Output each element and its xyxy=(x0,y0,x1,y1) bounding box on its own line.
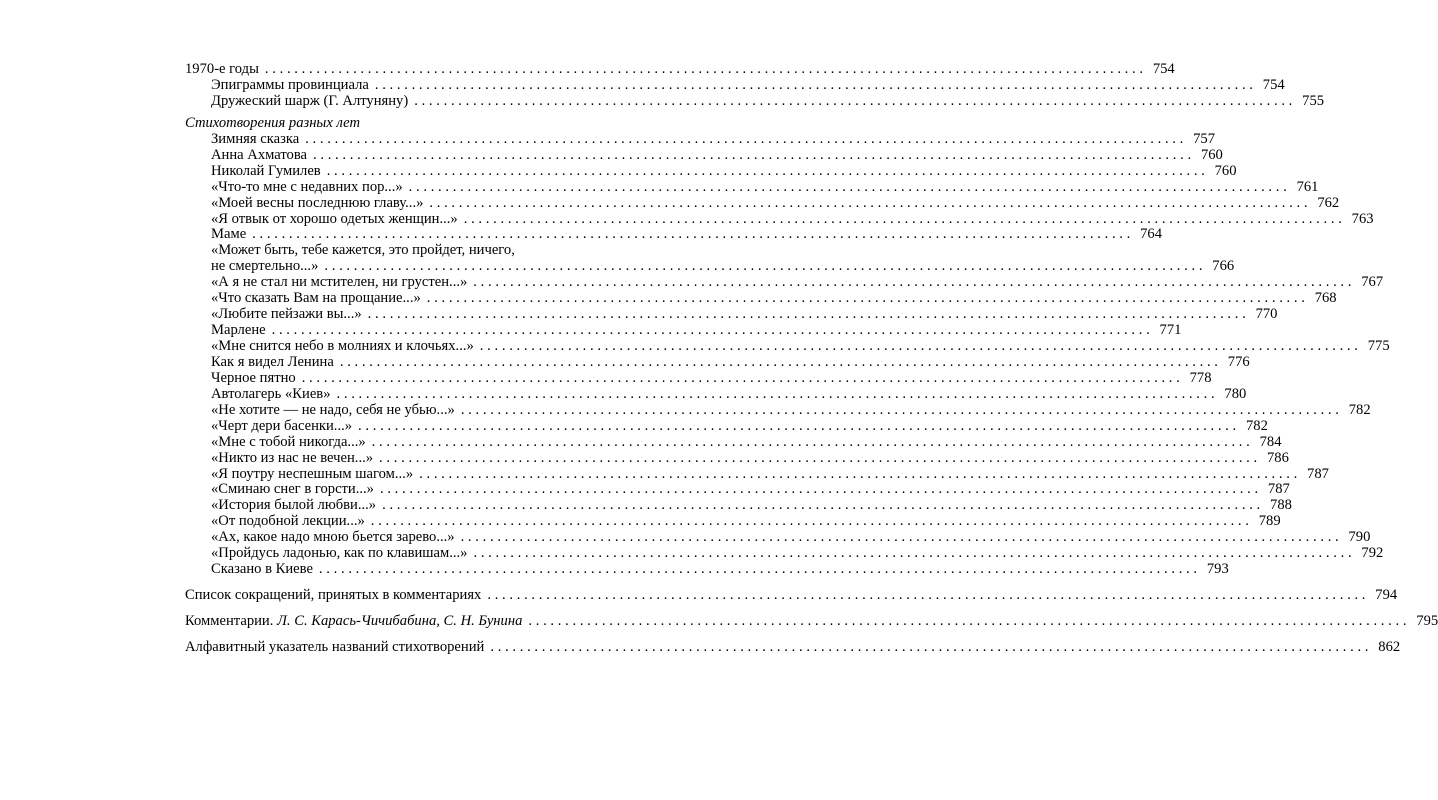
dot-leader: ........................................................................................................................ xyxy=(408,178,1291,195)
section-title: Стихотворения разных лет xyxy=(185,114,360,131)
toc-entry-label: 1970-е годы xyxy=(185,61,259,77)
section-items-a xyxy=(185,130,1374,244)
toc-entry[interactable] xyxy=(185,306,1278,323)
toc-entry[interactable] xyxy=(185,194,1340,212)
toc-entry[interactable] xyxy=(185,322,1182,339)
toc-entry-label: «Не хотите — не надо, себя не убью...» xyxy=(211,401,455,418)
toc-entry-page: 787 xyxy=(1267,481,1290,498)
toc-entry[interactable] xyxy=(185,465,1329,483)
toc-entry-label: «Я отвык от хорошо одетых женщин...» xyxy=(211,210,458,227)
toc-entry-label: «Может быть, тебе кажется, это пройдет, ничего, xyxy=(211,242,515,259)
dot-leader: ........................................................................................................................ xyxy=(463,210,1346,227)
toc-entry[interactable] xyxy=(185,338,1390,355)
dot-leader: ........................................................................................................................ xyxy=(473,274,1356,291)
commentary-authors: Л. С. Карась-Чичибабина, С. Н. Бунина xyxy=(277,613,523,629)
toc-entry-page: 757 xyxy=(1193,130,1215,147)
dot-leader: ........................................................................................................................ xyxy=(414,92,1297,109)
toc-entry-label: Черное пятно xyxy=(211,369,296,386)
toc-entry-label: «Черт дери басенки...» xyxy=(211,417,353,434)
toc-entry[interactable] xyxy=(185,545,1384,562)
dot-leader: ........................................................................................................................ xyxy=(487,587,1370,604)
dot-leader: ........................................................................................................................ xyxy=(371,433,1254,450)
table-of-contents xyxy=(185,61,1438,656)
toc-entry-label: «Мне с тобой никогда...» xyxy=(211,433,366,450)
toc-entry-page: 784 xyxy=(1259,433,1282,450)
toc-entry[interactable] xyxy=(185,210,1374,228)
toc-entry-page: 795 xyxy=(1416,613,1438,629)
toc-entry-page: 762 xyxy=(1317,194,1340,211)
toc-entry-label: «История былой любви...» xyxy=(211,497,377,514)
toc-entry-page: 787 xyxy=(1307,465,1329,482)
toc-entry-page: 770 xyxy=(1255,306,1278,323)
toc-entry-page: 782 xyxy=(1348,401,1371,418)
toc-entry-label: «Моей весны последнюю главу...» xyxy=(211,194,424,211)
toc-entry-label: «Я поутру неспешным шагом...» xyxy=(211,465,414,482)
toc-entry-label: Список сокращений, принятых в комментариях xyxy=(185,587,482,604)
toc-entry[interactable] xyxy=(185,290,1337,307)
toc-entry-page: 786 xyxy=(1266,449,1289,466)
dot-leader: ........................................................................................................................ xyxy=(460,401,1343,418)
dot-leader: ........................................................................................................................ xyxy=(379,449,1261,466)
toc-entry[interactable] xyxy=(185,561,1229,578)
toc-entry[interactable] xyxy=(185,449,1289,467)
toc-entry-page: 782 xyxy=(1245,417,1268,434)
toc-entry[interactable] xyxy=(185,385,1247,403)
toc-entry-page: 755 xyxy=(1302,92,1325,109)
toc-entry-label: не смертельно...» xyxy=(211,258,319,275)
toc-entry[interactable] xyxy=(185,369,1212,387)
commentary-label: Комментарии. xyxy=(185,613,274,629)
toc-entry-label: «Никто из нас не вечен...» xyxy=(211,449,374,466)
toc-entry-page: 794 xyxy=(1375,587,1398,604)
dot-leader: ........................................................................................................................ xyxy=(358,417,1240,434)
toc-entry-label: Зимняя сказка xyxy=(211,130,300,147)
toc-entry-page: 754 xyxy=(1262,76,1285,93)
toc-entry-label: «Пройдусь ладонью, как по клавишам...» xyxy=(211,545,468,562)
dot-leader: ........................................................................................................................ xyxy=(271,322,1154,339)
dot-leader: ........................................................................................................................ xyxy=(313,146,1195,163)
toc-entry-label: «Сминаю снег в горсти...» xyxy=(211,481,374,498)
dot-leader: ........................................................................................................................ xyxy=(264,61,1147,77)
toc-entry-label: «А я не стал ни мстителен, ни грустен...» xyxy=(211,274,468,291)
toc-entry-label: «Любите пейзажи вы...» xyxy=(211,306,362,323)
dot-leader: ........................................................................................................................ xyxy=(326,162,1209,179)
toc-entry[interactable] xyxy=(185,497,1292,514)
toc-entry[interactable] xyxy=(185,146,1223,164)
toc-entry[interactable] xyxy=(185,92,1325,110)
section-items-b xyxy=(185,274,1390,578)
toc-entry-page: 862 xyxy=(1378,638,1401,655)
toc-entry-abbreviations[interactable] xyxy=(185,587,1398,604)
toc-entry-wrapped-line1[interactable] xyxy=(185,243,651,259)
toc-entry-page: 764 xyxy=(1140,226,1162,243)
dot-leader: ........................................................................................................................ xyxy=(429,194,1312,211)
dot-leader: ........................................................................................................................ xyxy=(301,369,1184,386)
toc-entry-page: 775 xyxy=(1367,338,1390,354)
toc-entry-label: Как я видел Ленина xyxy=(211,353,334,370)
dot-leader: ........................................................................................................................ xyxy=(318,561,1201,578)
toc-entry-label: «Ах, какое надо мною бьется зарево...» xyxy=(211,529,455,546)
toc-entry-page: 792 xyxy=(1361,545,1384,562)
dot-leader: ........................................................................................................................ xyxy=(367,306,1250,323)
dot-leader: ........................................................................................................................ xyxy=(252,226,1134,243)
toc-entry-page: 760 xyxy=(1200,146,1223,163)
toc-entry[interactable] xyxy=(185,353,1250,371)
dot-leader: ........................................................................................................................ xyxy=(419,465,1301,482)
toc-entry-index[interactable] xyxy=(185,638,1401,656)
toc-entry-page: 768 xyxy=(1314,290,1337,307)
dot-leader: ........................................................................................................................ xyxy=(339,353,1222,370)
dot-leader: ........................................................................................................................ xyxy=(324,258,1207,275)
toc-entry-label: Эпиграммы провинциала xyxy=(211,76,369,93)
toc-entry-page: 789 xyxy=(1258,513,1281,530)
toc-entry-label: «От подобной лекции...» xyxy=(211,513,365,530)
top-items xyxy=(185,76,1325,110)
dot-leader: ........................................................................................................................ xyxy=(460,529,1343,546)
dot-leader: ........................................................................................................................ xyxy=(370,513,1253,530)
toc-entry-label: «Что сказать Вам на прощание...» xyxy=(211,290,421,307)
toc-entry[interactable] xyxy=(185,417,1268,435)
toc-entry[interactable] xyxy=(185,274,1384,291)
dot-leader: ........................................................................................................................ xyxy=(479,338,1362,354)
dot-leader: ........................................................................................................................ xyxy=(426,290,1309,307)
toc-entry-label: «Мне снится небо в молниях и клочьях...» xyxy=(211,338,474,354)
toc-entry-label: Сказано в Киеве xyxy=(211,561,313,578)
toc-entry-page: 766 xyxy=(1212,258,1235,275)
dot-leader: ........................................................................................................................ xyxy=(336,385,1219,402)
toc-entry-page: 763 xyxy=(1351,210,1374,227)
toc-entry[interactable] xyxy=(185,130,1215,148)
toc-entry-page: 793 xyxy=(1206,561,1229,578)
toc-entry-commentary[interactable] xyxy=(185,613,1438,630)
toc-entry[interactable] xyxy=(185,178,1319,196)
toc-entry[interactable] xyxy=(185,162,1237,180)
toc-entry[interactable] xyxy=(185,401,1371,419)
toc-entry[interactable] xyxy=(185,529,1371,546)
toc-entry-label: Автолагерь «Киев» xyxy=(211,385,331,402)
dot-leader: ........................................................................................................................ xyxy=(374,76,1257,93)
toc-entry-page: 790 xyxy=(1348,529,1371,546)
toc-entry-label: Николай Гумилев xyxy=(211,162,321,179)
toc-entry-page: 778 xyxy=(1189,369,1212,386)
toc-entry-page: 760 xyxy=(1214,162,1237,179)
toc-entry[interactable] xyxy=(185,433,1282,451)
toc-entry-label: Маме xyxy=(211,226,247,243)
toc-entry-label: «Что-то мне с недавних пор...» xyxy=(211,178,403,195)
toc-entry[interactable] xyxy=(185,481,1290,498)
dot-leader: ........................................................................................................................ xyxy=(379,481,1262,498)
toc-entry-1970s[interactable] xyxy=(185,61,1175,78)
toc-entry-label: Дружеский шарж (Г. Алтуняну) xyxy=(211,92,409,109)
dot-leader: ........................................................................................................................ xyxy=(305,130,1187,147)
dot-leader: ........................................................................................................................ xyxy=(490,638,1373,655)
toc-entry-label: Марлене xyxy=(211,322,266,339)
toc-entry-page: 788 xyxy=(1270,497,1292,514)
toc-entry-page: 767 xyxy=(1361,274,1384,291)
toc-entry-page: 761 xyxy=(1296,178,1319,195)
toc-entry-wrapped-line2[interactable] xyxy=(185,258,1235,275)
toc-entry[interactable] xyxy=(185,76,1285,94)
dot-leader: ........................................................................................................................ xyxy=(473,545,1356,562)
toc-entry-label: Анна Ахматова xyxy=(211,146,308,163)
toc-entry[interactable] xyxy=(185,226,1162,243)
toc-entry-label xyxy=(185,614,522,630)
dot-leader: ........................................................................................................................ xyxy=(382,497,1264,514)
toc-entry-page: 771 xyxy=(1159,322,1182,339)
toc-entry-page: 776 xyxy=(1227,353,1250,370)
toc-entry-page: 780 xyxy=(1224,385,1247,402)
dot-leader: ........................................................................................................................ xyxy=(528,613,1411,629)
toc-entry-page: 754 xyxy=(1152,61,1175,77)
toc-entry[interactable] xyxy=(185,513,1281,530)
toc-entry-label: Алфавитный указатель названий стихотворений xyxy=(185,638,485,655)
